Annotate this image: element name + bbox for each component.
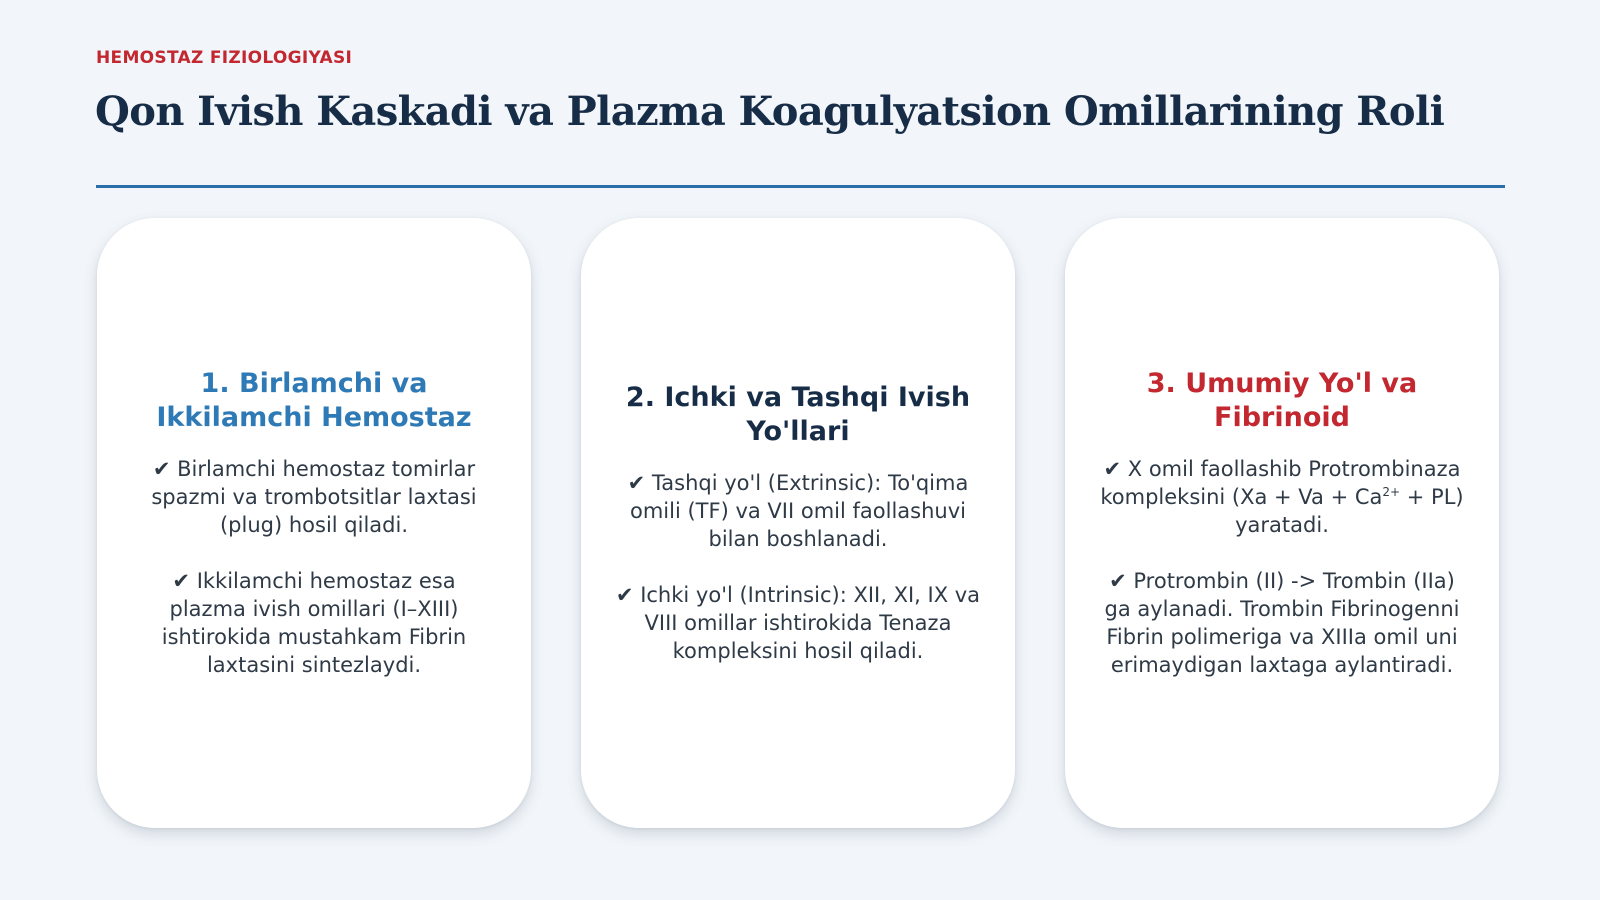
card-primary-secondary-hemostasis — [97, 218, 531, 828]
card-paragraph: ✔ Tashqi yo'l (Extrinsic): To'qima omili (TF) va VII omil faollashuvi bilan boshlanadi. — [627, 471, 969, 551]
paragraph-text: + PL) yaratadi. — [1235, 485, 1464, 537]
card-paragraph — [1099, 455, 1465, 539]
card-row — [97, 218, 1506, 830]
card-paragraph: ✔ Protrombin (II) -> Trombin (IIa) ga aylanadi. Trombin Fibrinogenni Fibrin polimeriga va XIIIa omil uni erimaydigan laxtaga aylantiradi. — [1104, 569, 1460, 677]
card-title: 3. Umumiy Yo'l va Fibrinoid — [1146, 368, 1418, 433]
card-common-pathway — [1065, 218, 1499, 828]
card-paragraph: ✔ Ichki yo'l (Intrinsic): XII, XI, IX va VIII omillar ishtirokida Tenaza kompleksini hosil qiladi. — [615, 583, 981, 663]
card-title: 1. Birlamchi va Ikkilamchi Hemostaz — [156, 368, 472, 433]
page-title: Qon Ivish Kaskadi va Plazma Koagulyatsion Omillarining Roli — [95, 88, 1445, 135]
section-kicker: HEMOSTAZ FIZIOLOGIYASI — [96, 48, 353, 68]
calcium-charge-superscript: 2+ — [1382, 485, 1401, 499]
paragraph-text: ✔ X omil faollashib Protrombinaza kompleksini (Xa + Va + Ca — [1100, 457, 1461, 509]
title-divider — [96, 185, 1505, 188]
card-paragraph: ✔ Birlamchi hemostaz tomirlar spazmi va trombotsitlar laxtasi (plug) hosil qiladi. — [151, 457, 477, 537]
card-paragraph: ✔ Ikkilamchi hemostaz esa plazma ivish omillari (I–XIII) ishtirokida mustahkam Fibrin laxtasini sintezlaydi. — [161, 569, 467, 677]
card-intrinsic-extrinsic-pathways — [581, 218, 1015, 828]
card-title: 2. Ichki va Tashqi Ivish Yo'llari — [625, 382, 971, 447]
